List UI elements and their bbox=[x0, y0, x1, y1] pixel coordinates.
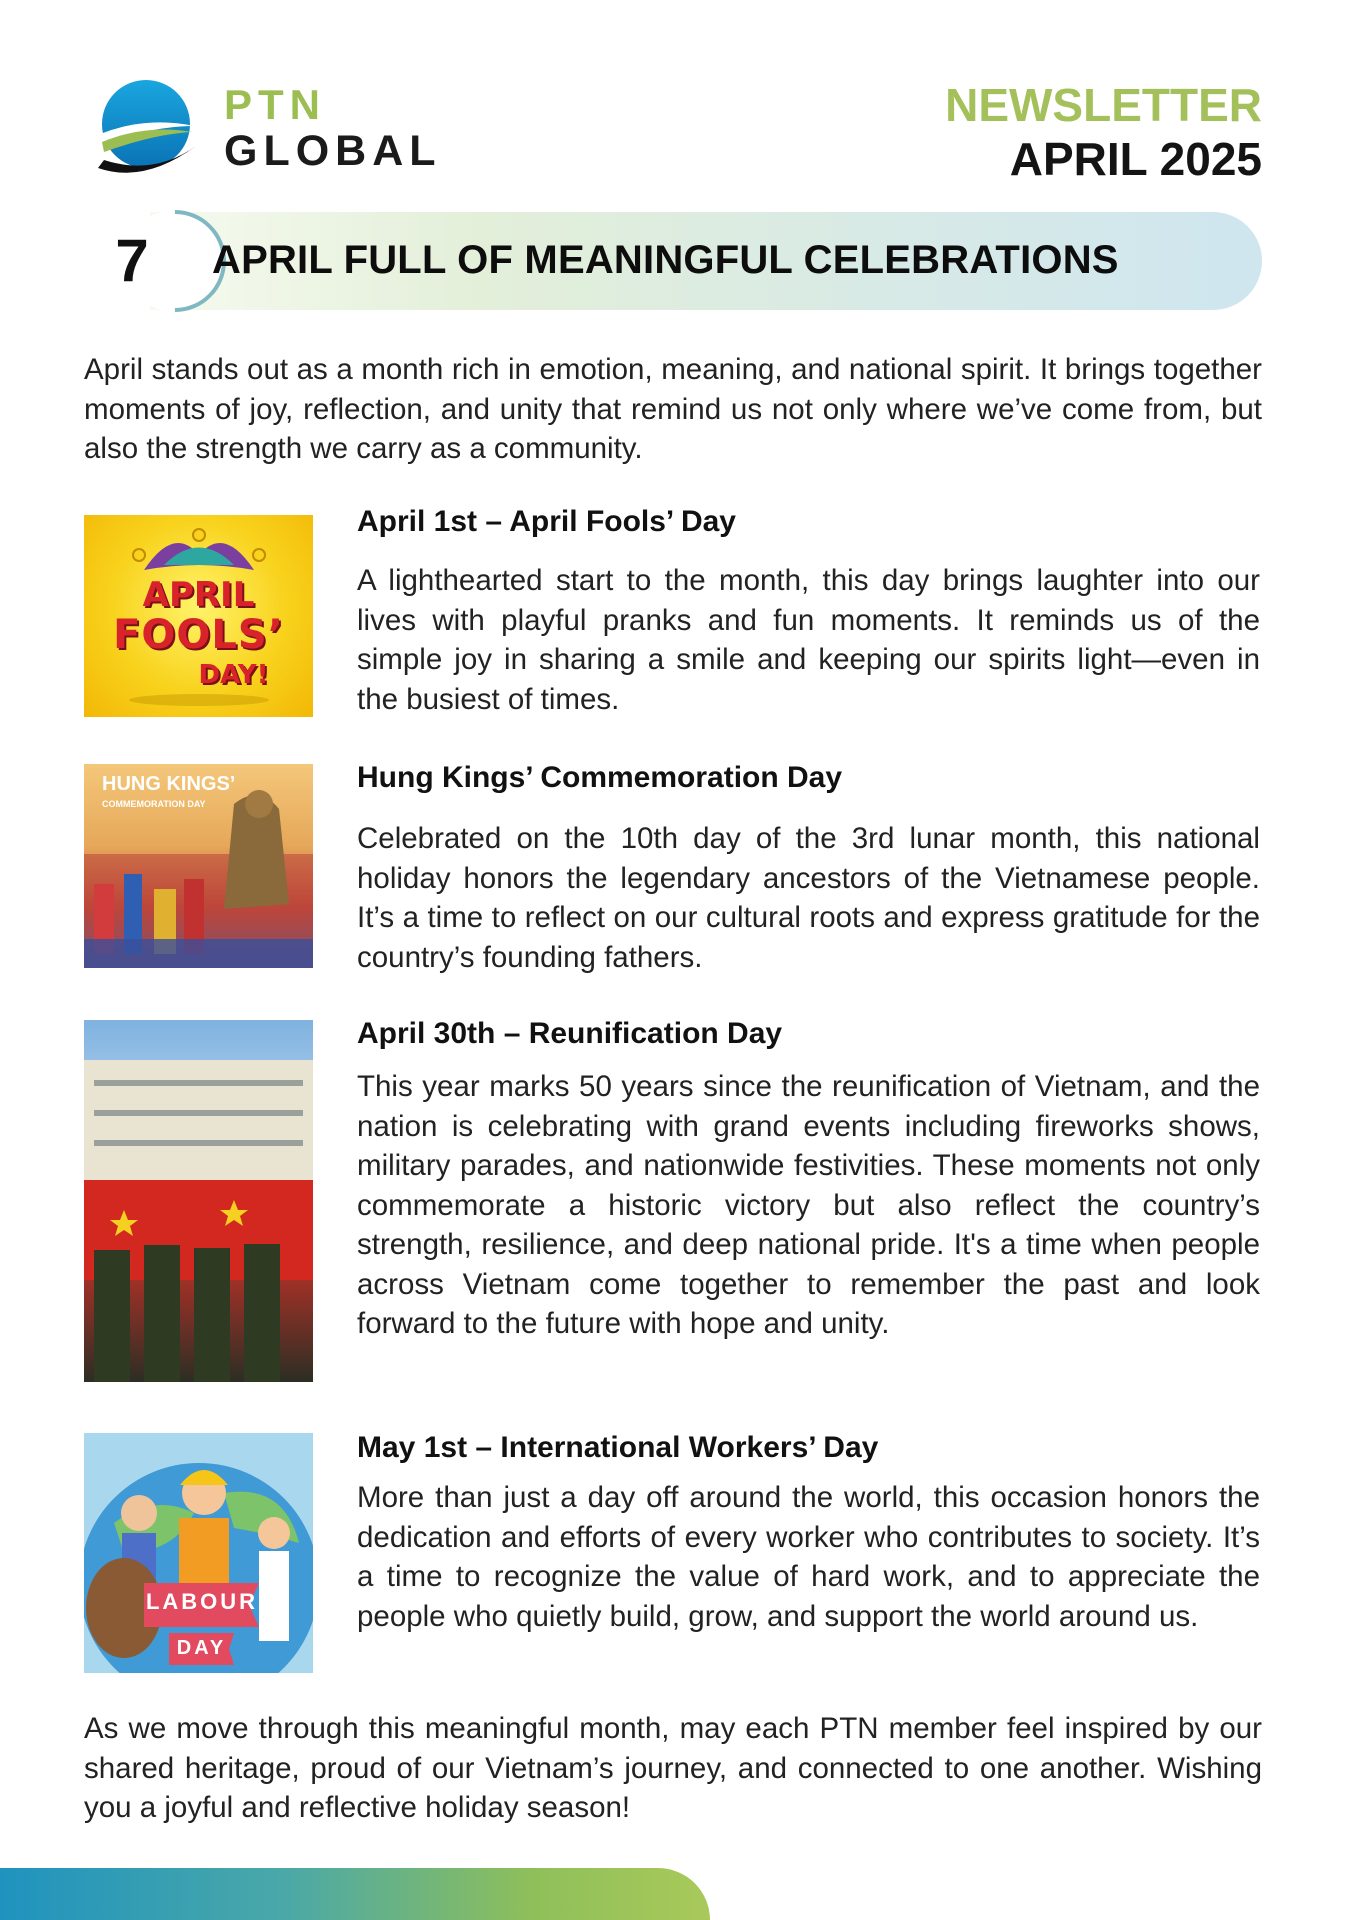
image-text-hung-kings: HUNG KINGS’ bbox=[102, 773, 236, 795]
hung-kings-image bbox=[84, 764, 313, 968]
military-parade-icon bbox=[84, 1020, 313, 1382]
event-title-workers-day: May 1st – International Workers’ Day bbox=[357, 1431, 879, 1464]
footer-band-left bbox=[0, 1868, 710, 1920]
event-body-hung-kings: Celebrated on the 10th day of the 3rd lunar month, this national holiday honors the legendary ancestors of the Vietnamese people. It’s a time to reflect on our cultural roots and express gratitude for the country’s founding fathers. bbox=[357, 822, 1260, 974]
event-body-reunification: This year marks 50 years since the reunification of Vietnam, and the nation is celebrating with grand events including fireworks shows, military parades, and nationwide festivities. These moments not only commemorate a historic victory but also reflect the country’s strength, resilience, and deep national pride. It's a time when people across Vietnam come together to remember the past and look forward to the future with hope and unity. bbox=[357, 1070, 1260, 1340]
footer-band bbox=[0, 1868, 1357, 1920]
globe-swoosh-icon bbox=[94, 76, 198, 186]
image-text-fools: FOOLS’ bbox=[113, 612, 284, 658]
image-text-day: DAY! bbox=[198, 660, 269, 690]
newsletter-heading bbox=[945, 78, 1262, 186]
image-text-april: APRIL bbox=[142, 575, 255, 615]
image-text-labour: LABOUR bbox=[145, 1589, 259, 1614]
company-logo bbox=[94, 76, 442, 186]
logo-wordmark bbox=[224, 82, 442, 174]
labour-day-image-text bbox=[84, 1433, 313, 1673]
hung-kings-image-text bbox=[102, 774, 235, 814]
section-title: APRIL FULL OF MEANINGFUL CELEBRATIONS bbox=[212, 238, 1119, 282]
section-banner bbox=[100, 210, 1262, 312]
section-number: 7 bbox=[115, 227, 149, 294]
labour-day-image bbox=[84, 1433, 313, 1673]
event-body-april-fools: A lighthearted start to the month, this day brings laughter into our lives with playful pranks and fun moments. It reminds us of the simple joy in sharing a smile and keeping our spirits light—even in the busiest of times. bbox=[357, 564, 1260, 716]
issue-date: APRIL 2025 bbox=[1009, 133, 1262, 185]
reunification-image bbox=[84, 1020, 313, 1382]
event-title-hung-kings: Hung Kings’ Commemoration Day bbox=[357, 761, 843, 794]
intro-paragraph: April stands out as a month rich in emotion, meaning, and national spirit. It brings together moments of joy, reflection, and unity that remind us not only where we’ve come from, but also the strength we carry as a community. bbox=[84, 353, 1262, 465]
footer-band-right bbox=[700, 1880, 1357, 1920]
newsletter-label: NEWSLETTER bbox=[945, 79, 1262, 131]
event-title-april-fools: April 1st – April Fools’ Day bbox=[357, 505, 736, 538]
logo-ptn-text: PTN bbox=[224, 81, 326, 128]
event-title-reunification: April 30th – Reunification Day bbox=[357, 1017, 783, 1050]
image-text-day-label: DAY bbox=[176, 1637, 227, 1659]
logo-global-text: GLOBAL bbox=[224, 127, 442, 175]
april-fools-image bbox=[84, 515, 313, 717]
image-text-commemoration: COMMEMORATION DAY bbox=[102, 799, 206, 809]
event-body-workers-day: More than just a day off around the world, this occasion honors the dedication and efforts of every worker who contributes to society. It’s a time to recognize the value of hard work, and to appreciate the people who quietly build, grow, and support the world around us. bbox=[357, 1481, 1260, 1633]
april-fools-image-text bbox=[84, 575, 313, 695]
closing-paragraph: As we move through this meaningful month, may each PTN member feel inspired by our shared heritage, proud of our Vietnam’s journey, and connected to one another. Wishing you a joyful and reflective holiday season! bbox=[84, 1712, 1262, 1824]
